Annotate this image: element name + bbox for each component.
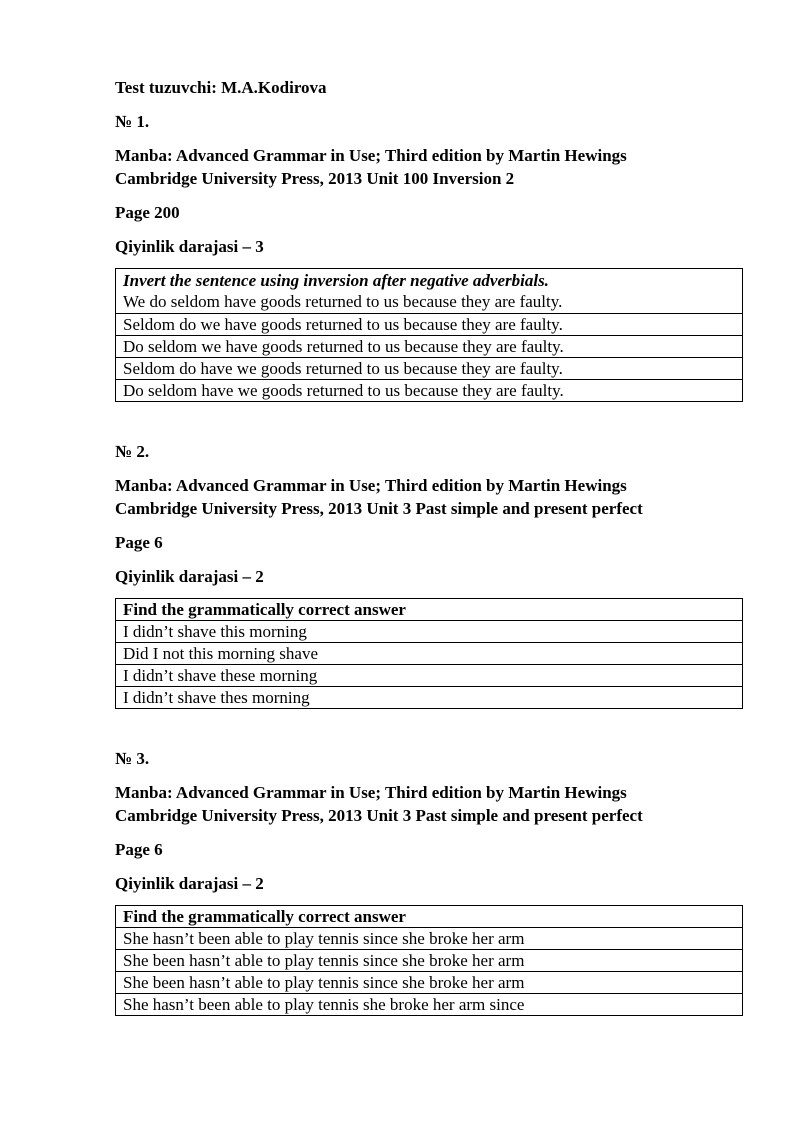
difficulty-level: Qiyinlik darajasi – 3 <box>115 237 264 256</box>
source-line-1: Manba: Advanced Grammar in Use; Third edition by Martin Hewings <box>115 146 627 165</box>
answer-option[interactable] <box>116 358 743 380</box>
answer-option[interactable] <box>116 665 743 687</box>
answer-option[interactable] <box>116 972 743 994</box>
answer-option-text[interactable]: I didn’t shave thes morning <box>116 687 743 709</box>
question-table <box>115 268 743 402</box>
answer-option-text[interactable]: She been hasn’t able to play tennis since she broke her arm <box>116 972 743 994</box>
answer-option[interactable] <box>116 928 743 950</box>
difficulty-level: Qiyinlik darajasi – 2 <box>115 567 264 586</box>
page-reference: Page 6 <box>115 840 163 859</box>
source-line-2: Cambridge University Press, 2013 Unit 3 Past simple and present perfect <box>115 806 643 825</box>
answer-option[interactable] <box>116 687 743 709</box>
spacer <box>115 402 743 440</box>
answer-option-text[interactable]: Did I not this morning shave <box>116 643 743 665</box>
prompt-text: Find the grammatically correct answer <box>116 599 743 621</box>
answer-option[interactable] <box>116 950 743 972</box>
answer-option-text[interactable]: I didn’t shave these morning <box>116 665 743 687</box>
answer-option-text[interactable]: Seldom do we have goods returned to us because they are faulty. <box>116 314 743 336</box>
question-3 <box>115 747 743 1016</box>
test-author: Test tuzuvchi: M.A.Kodirova <box>115 78 327 97</box>
answer-option-text[interactable]: I didn’t shave this morning <box>116 621 743 643</box>
prompt-row <box>116 599 743 621</box>
answer-option-text[interactable]: She been hasn’t able to play tennis since she broke her arm <box>116 950 743 972</box>
prompt-row <box>116 269 743 314</box>
answer-option[interactable] <box>116 643 743 665</box>
source-line-1: Manba: Advanced Grammar in Use; Third edition by Martin Hewings <box>115 783 627 802</box>
prompt-cell <box>116 269 743 314</box>
question-number: № 1. <box>115 112 150 131</box>
question-1 <box>115 110 743 402</box>
difficulty-level: Qiyinlik darajasi – 2 <box>115 874 264 893</box>
answer-option[interactable] <box>116 621 743 643</box>
question-table <box>115 598 743 709</box>
question-number: № 2. <box>115 442 150 461</box>
answer-option[interactable] <box>116 314 743 336</box>
question-number: № 3. <box>115 749 150 768</box>
answer-option-text[interactable]: She hasn’t been able to play tennis since she broke her arm <box>116 928 743 950</box>
answer-option[interactable] <box>116 380 743 402</box>
answer-option-text[interactable]: Do seldom we have goods returned to us because they are faulty. <box>116 336 743 358</box>
source-line-2: Cambridge University Press, 2013 Unit 3 Past simple and present perfect <box>115 499 643 518</box>
answer-option[interactable] <box>116 336 743 358</box>
document-page <box>115 76 743 1016</box>
source-line-1: Manba: Advanced Grammar in Use; Third edition by Martin Hewings <box>115 476 627 495</box>
page-reference: Page 200 <box>115 203 180 222</box>
spacer <box>115 709 743 747</box>
question-2 <box>115 440 743 709</box>
answer-option-text[interactable]: Do seldom have we goods returned to us because they are faulty. <box>116 380 743 402</box>
prompt-row <box>116 906 743 928</box>
prompt-text: Invert the sentence using inversion after negative adverbials. <box>123 271 549 290</box>
question-table <box>115 905 743 1016</box>
prompt-text: Find the grammatically correct answer <box>116 906 743 928</box>
answer-option-text[interactable]: Seldom do have we goods returned to us because they are faulty. <box>116 358 743 380</box>
source-line-2: Cambridge University Press, 2013 Unit 100 Inversion 2 <box>115 169 515 188</box>
page-reference: Page 6 <box>115 533 163 552</box>
answer-option[interactable] <box>116 994 743 1016</box>
question-stem: We do seldom have goods returned to us because they are faulty. <box>123 292 563 311</box>
answer-option-text[interactable]: She hasn’t been able to play tennis she broke her arm since <box>116 994 743 1016</box>
